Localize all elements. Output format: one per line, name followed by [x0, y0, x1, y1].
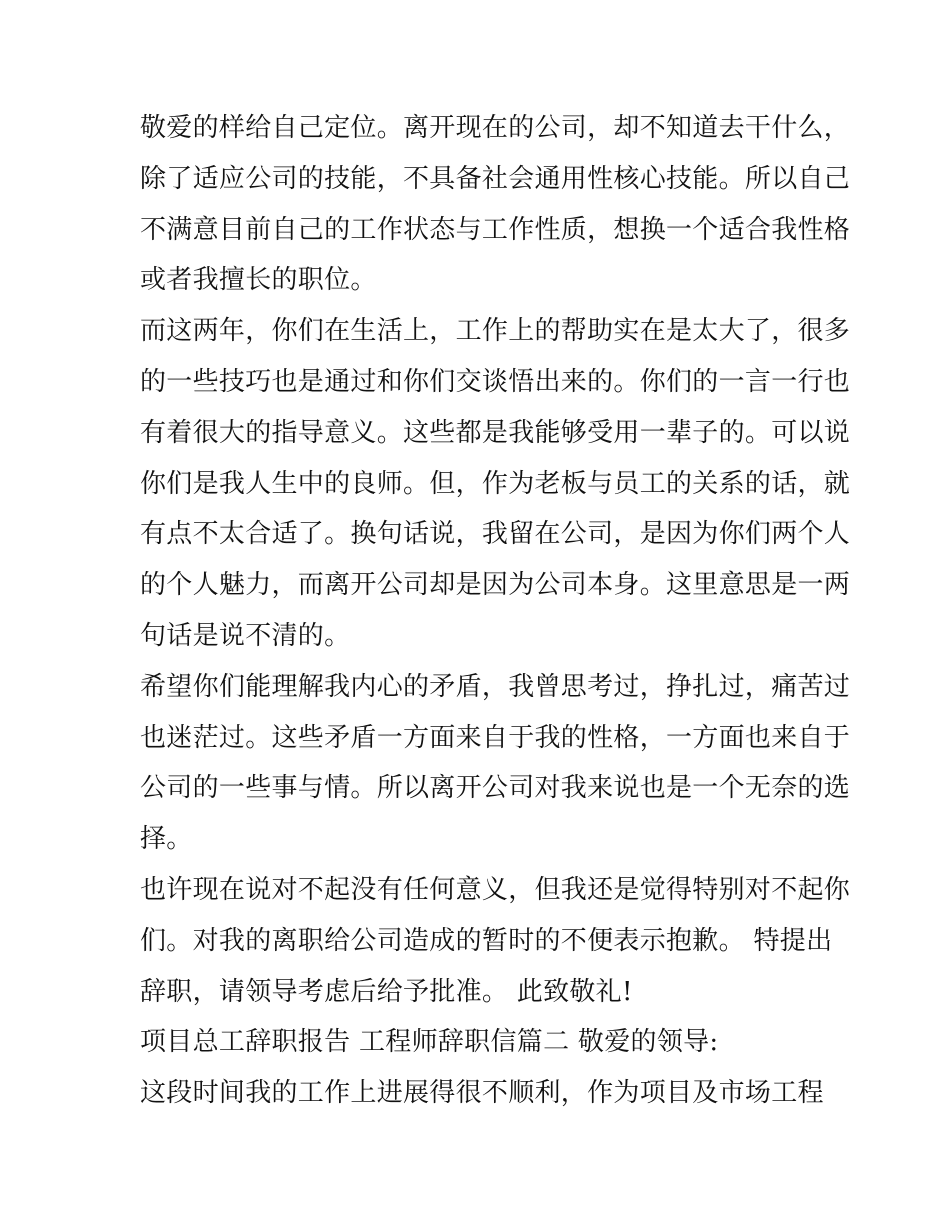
text-line: 的个人魅力，而离开公司却是因为公司本身。这里意思是一两	[140, 570, 851, 601]
text-line: 有着很大的指导意义。这些都是我能够受用一辈子的。可以说	[140, 417, 851, 448]
text-line: 而这两年，你们在生活上，工作上的帮助实在是太大了，很多	[140, 316, 851, 347]
text-line: 这段时间我的工作上进展得很不顺利，作为项目及市场工程	[140, 1078, 824, 1109]
text-line: 也迷茫过。这些矛盾一方面来自于我的性格，一方面也来自于	[140, 722, 851, 753]
text-line: 们。对我的离职给公司造成的暂时的不便表示抱歉。 特提出	[140, 925, 833, 956]
text-line: 或者我擅长的职位。	[140, 265, 377, 296]
text-line: 不满意目前自己的工作状态与工作性质，想换一个适合我性格	[140, 214, 851, 245]
text-line: 择。	[140, 824, 193, 855]
text-line: 除了适应公司的技能，不具备社会通用性核心技能。所以自己	[140, 163, 851, 194]
text-line: 句话是说不清的。	[140, 620, 351, 651]
text-line: 项目总工辞职报告 工程师辞职信篇二 敬爱的领导:	[140, 1027, 719, 1058]
text-line: 辞职，请领导考虑后给予批准。 此致敬礼!	[140, 976, 633, 1007]
text-line: 的一些技巧也是通过和你们交谈悟出来的。你们的一言一行也	[140, 366, 851, 397]
text-line: 公司的一些事与情。所以离开公司对我来说也是一个无奈的选	[140, 773, 851, 804]
text-line: 敬爱的样给自己定位。离开现在的公司，却不知道去干什么，	[140, 113, 851, 143]
document-body	[140, 103, 851, 1119]
text-line: 也许现在说对不起没有任何意义，但我还是觉得特别对不起你	[140, 874, 851, 905]
text-line: 希望你们能理解我内心的矛盾，我曾思考过，挣扎过，痛苦过	[140, 671, 851, 702]
text-line: 你们是我人生中的良师。但，作为老板与员工的关系的话，就	[140, 468, 851, 499]
text-line: 有点不太合适了。换句话说，我留在公司，是因为你们两个人	[140, 519, 851, 550]
